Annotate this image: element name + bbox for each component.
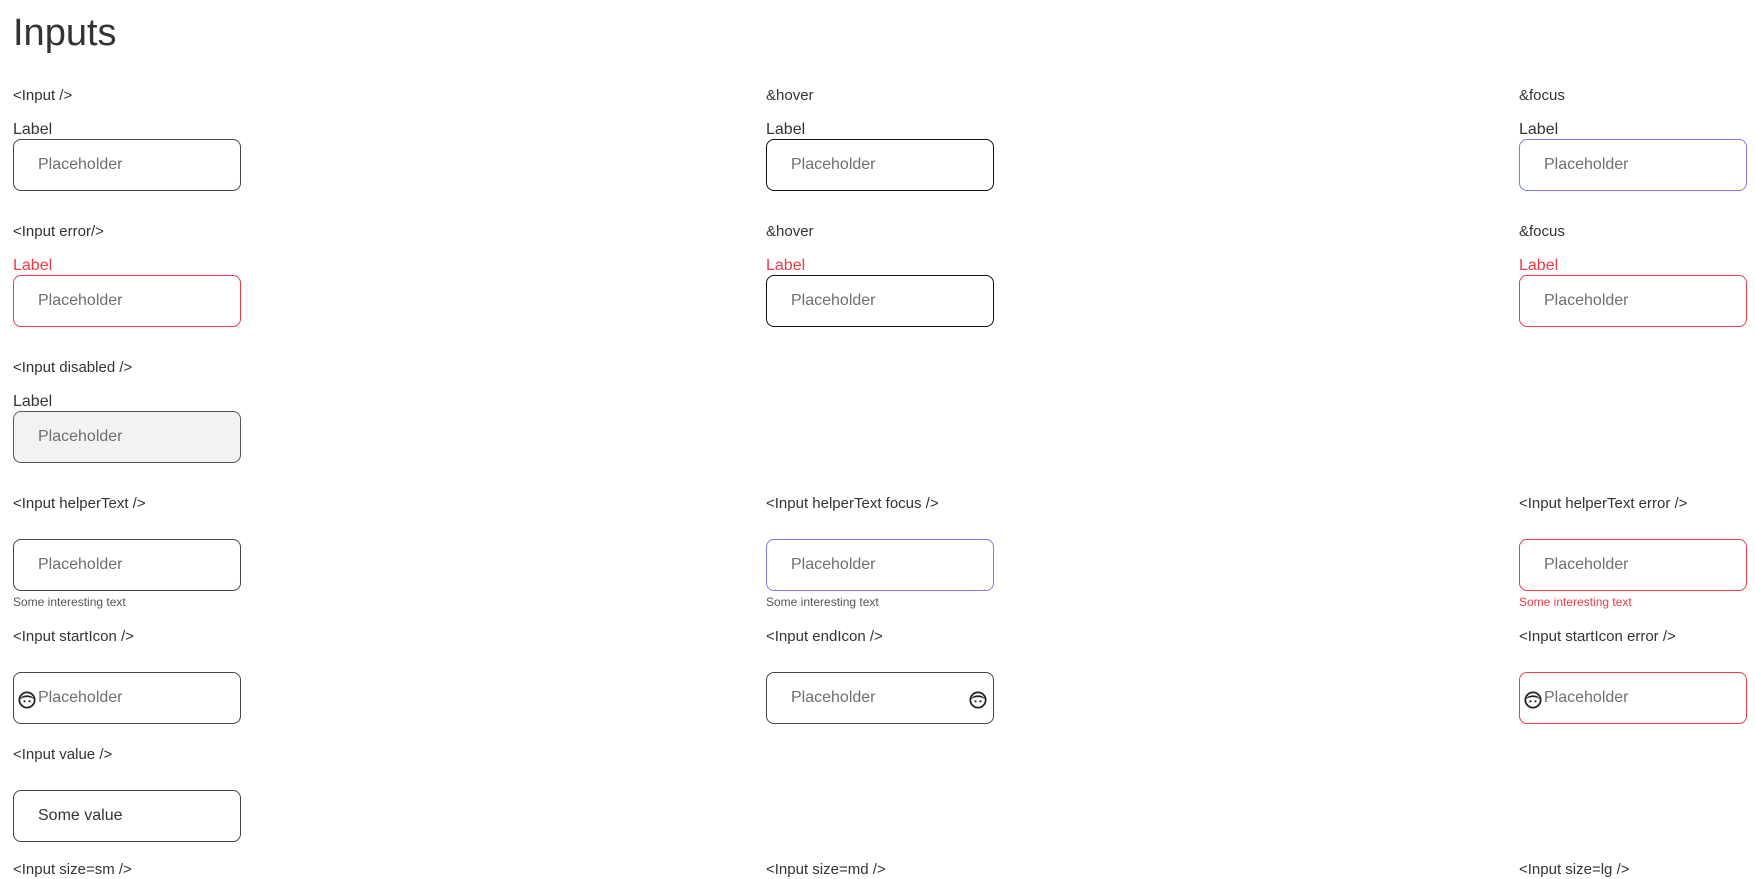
- case-title: <Input helperText />: [13, 495, 146, 512]
- input-value: Some value: [38, 807, 123, 824]
- placeholder-text: Placeholder: [791, 292, 876, 309]
- field-label: Label: [1519, 121, 1559, 138]
- placeholder-text: Placeholder: [791, 556, 876, 573]
- case-title: <Input endIcon />: [766, 628, 883, 645]
- placeholder-text: Placeholder: [38, 556, 123, 573]
- case-title: &focus: [1519, 223, 1565, 240]
- text-input-disabled: [13, 411, 241, 463]
- text-input-error-hover[interactable]: [766, 275, 994, 327]
- text-input-hover[interactable]: [766, 139, 994, 191]
- placeholder-text: Placeholder: [1544, 292, 1629, 309]
- placeholder-text: Placeholder: [38, 156, 123, 173]
- field-label: Label: [766, 121, 806, 138]
- helper-text: Some interesting text: [766, 595, 879, 609]
- input-helper-error-example: [1519, 495, 1755, 609]
- case-title: <Input disabled />: [13, 359, 133, 376]
- input-value-example: [13, 746, 753, 842]
- input-size-sm-example: [13, 861, 753, 879]
- placeholder-text: Placeholder: [38, 292, 123, 309]
- input-start-icon-example: [13, 628, 753, 724]
- field-label-error: Label: [13, 257, 53, 274]
- case-title: <Input size=sm />: [13, 861, 132, 878]
- placeholder-text: Placeholder: [791, 156, 876, 173]
- face-icon: [1524, 691, 1542, 709]
- placeholder-text: Placeholder: [1544, 156, 1629, 173]
- placeholder-text: Placeholder: [791, 689, 876, 706]
- text-input-helper-focus[interactable]: [766, 539, 994, 591]
- input-helper-example: [13, 495, 753, 609]
- text-input-focus[interactable]: [1519, 139, 1747, 191]
- input-error-hover-example: [766, 223, 1506, 327]
- case-title: <Input size=md />: [766, 861, 886, 878]
- input-hover-example: [766, 87, 1506, 191]
- field-label-error: Label: [1519, 257, 1559, 274]
- input-size-md-example: [766, 861, 1506, 879]
- case-title: <Input helperText focus />: [766, 495, 939, 512]
- helper-text: Some interesting text: [13, 595, 126, 609]
- face-icon: [969, 691, 987, 709]
- placeholder-text: Placeholder: [38, 689, 123, 706]
- case-title: <Input />: [13, 87, 73, 104]
- input-error-focus-example: [1519, 223, 1755, 327]
- placeholder-text: Placeholder: [38, 428, 123, 445]
- page-title: Inputs: [13, 12, 117, 54]
- case-title: &hover: [766, 223, 814, 240]
- face-icon: [18, 691, 36, 709]
- case-title: &hover: [766, 87, 814, 104]
- placeholder-text: Placeholder: [1544, 556, 1629, 573]
- case-title: <Input helperText error />: [1519, 495, 1688, 512]
- case-title: &focus: [1519, 87, 1565, 104]
- text-input-helper-error[interactable]: [1519, 539, 1747, 591]
- case-title: <Input value />: [13, 746, 113, 763]
- helper-text-error: Some interesting text: [1519, 595, 1632, 609]
- input-default-example: [13, 87, 753, 191]
- input-error-example: [13, 223, 753, 327]
- text-input[interactable]: [13, 139, 241, 191]
- text-input-end-icon[interactable]: [766, 672, 994, 724]
- text-input-value[interactable]: [13, 790, 241, 842]
- text-input-helper[interactable]: [13, 539, 241, 591]
- case-title: <Input size=lg />: [1519, 861, 1630, 878]
- placeholder-text: Placeholder: [1544, 689, 1629, 706]
- case-title: <Input startIcon />: [13, 628, 134, 645]
- field-label: Label: [13, 393, 53, 410]
- input-helper-focus-example: [766, 495, 1506, 609]
- field-label: Label: [13, 121, 53, 138]
- input-disabled-example: [13, 359, 753, 463]
- input-end-icon-example: [766, 628, 1506, 724]
- text-input-error-focus[interactable]: [1519, 275, 1747, 327]
- text-input-start-icon-error[interactable]: [1519, 672, 1747, 724]
- field-label-error: Label: [766, 257, 806, 274]
- case-title: <Input error/>: [13, 223, 104, 240]
- input-focus-example: [1519, 87, 1755, 191]
- input-size-lg-example: [1519, 861, 1755, 879]
- text-input-start-icon[interactable]: [13, 672, 241, 724]
- case-title: <Input startIcon error />: [1519, 628, 1676, 645]
- input-start-icon-error-example: [1519, 628, 1755, 724]
- text-input-error[interactable]: [13, 275, 241, 327]
